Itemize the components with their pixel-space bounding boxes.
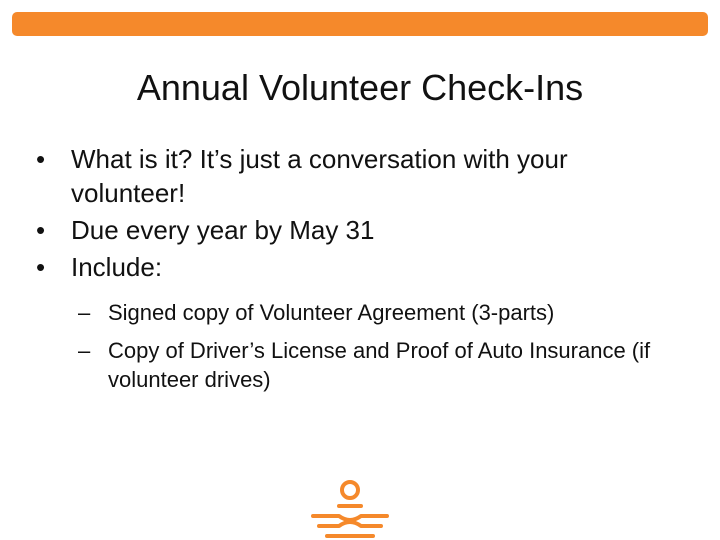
bullet-text: Due every year by May 31 bbox=[71, 215, 375, 245]
slide-title: Annual Volunteer Check-Ins bbox=[136, 67, 584, 108]
bullet-item bbox=[36, 250, 676, 284]
person-wave-logo-icon bbox=[309, 478, 391, 540]
sub-bullet-marker: – bbox=[78, 338, 91, 363]
sub-bullet-text: Copy of Driver’s License and Proof of Auto Insurance (if volunteer drives) bbox=[108, 338, 651, 392]
slide-body bbox=[36, 142, 676, 403]
accent-header-bar bbox=[12, 12, 708, 36]
sub-bullet-item bbox=[78, 336, 676, 394]
bullet-marker: • bbox=[36, 215, 46, 245]
bullet-item bbox=[36, 213, 676, 247]
sub-bullet-item bbox=[78, 298, 676, 327]
bullet-marker: • bbox=[36, 144, 46, 174]
bullet-marker: • bbox=[36, 252, 46, 282]
sub-bullet-text: Signed copy of Volunteer Agreement (3-parts) bbox=[108, 300, 555, 325]
sub-bullet-list bbox=[36, 298, 676, 394]
sub-bullet-marker: – bbox=[78, 300, 91, 325]
bullet-text: Include: bbox=[71, 252, 163, 282]
bullet-item bbox=[36, 142, 676, 210]
bullet-text: What is it? It’s just a conversation with your volunteer! bbox=[71, 144, 568, 208]
